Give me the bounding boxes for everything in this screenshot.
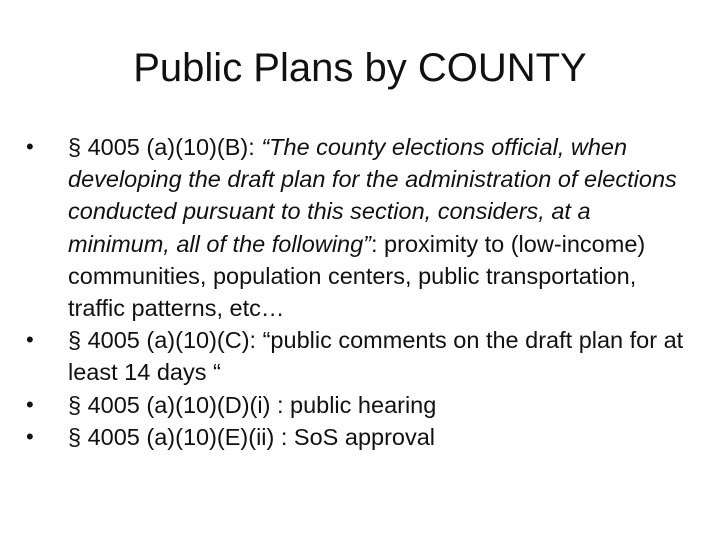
bullet-item-4005-a-10-b: [26, 131, 696, 324]
bullet-item-4005-a-10-c: [26, 324, 696, 388]
bullet-item-4005-a-10-d-i: [26, 389, 696, 421]
slide-title: Public Plans by COUNTY: [133, 46, 587, 90]
bullet-item-4005-a-10-e-ii: [26, 421, 696, 453]
bullet-icon: •: [26, 327, 34, 353]
bullet-icon: •: [26, 423, 34, 449]
bullet-text: § 4005 (a)(10)(C): “public comments on the draft plan for at least 14 days “: [68, 327, 684, 386]
bullet-text: § 4005 (a)(10)(E)(ii) : SoS approval: [68, 423, 436, 450]
bullet-icon: •: [26, 134, 34, 159]
bullet-text: § 4005 (a)(10)(D)(i) : public hearing: [68, 391, 437, 418]
bullet-text-suffix: : proximity to (low-income) communities, population centers, public transportation, traffic patterns, etc…: [68, 230, 646, 322]
bullet-icon: •: [26, 391, 34, 417]
bullet-text-quote: “The county elections official, when developing the draft plan for the administration of elections conducted pursuant to this section, considers, at a minimum, all of the following”: [68, 134, 677, 257]
bullet-text-prefix: § 4005 (a)(10)(B):: [68, 134, 262, 160]
bullet-list: [26, 131, 696, 453]
